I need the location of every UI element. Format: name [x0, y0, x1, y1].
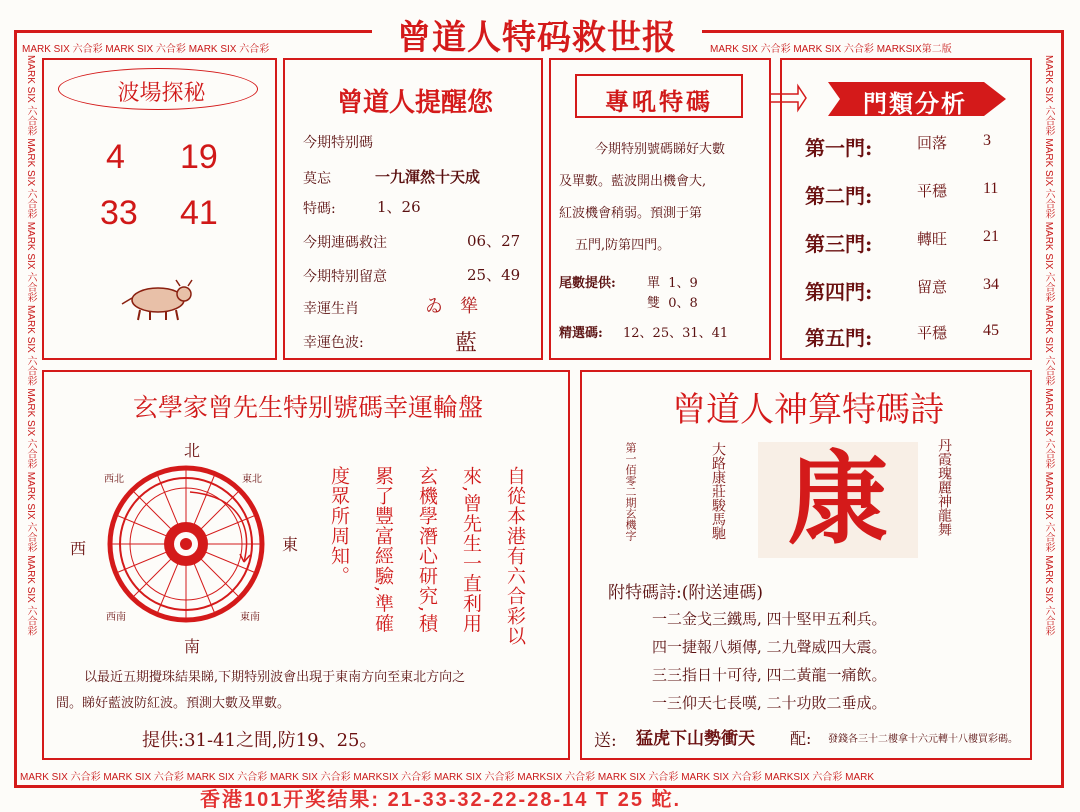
match-note: 發錢各三十二樓拿十六元轉十八樓買彩碼。 — [828, 734, 1018, 745]
gate-row — [805, 322, 1025, 352]
dir-southwest: 西南 — [106, 612, 126, 623]
reminder-row-value: 1、26 — [377, 198, 421, 216]
reminder-panel — [283, 58, 543, 360]
wheel-text-column: 玄機學潛心研究,積 — [416, 466, 438, 634]
wheel-panel — [42, 370, 570, 760]
wheel-text-column: 累了豐富經驗,準確 — [372, 466, 394, 634]
gate-word: 平穩 — [917, 182, 948, 200]
reminder-row-value: 一九渾然十天成 — [375, 168, 481, 186]
left-side-band: MARK SIX 六合彩 MARK SIX 六合彩 MARK SIX 六合彩 MARK SIX 六合彩 MARK SIX 六合彩 MARK SIX 六合彩 MARK SIX 六合彩 — [25, 55, 36, 636]
reminder-row-value: 25、49 — [467, 266, 521, 284]
gate-number: 45 — [983, 322, 999, 339]
reminder-row-value: 藍 — [455, 331, 478, 356]
gate-row — [805, 132, 1025, 162]
reminder-title: 曾道人提醒您 — [336, 88, 493, 118]
poem-verse: 三三指日十可待, 四二黃龍一痛飲。 — [652, 666, 887, 684]
gate-title: 門類分析 — [863, 89, 967, 118]
gate-word: 回落 — [917, 134, 948, 152]
gate-number: 21 — [983, 228, 999, 245]
wheel-title: 玄學家曾先生特别號碼幸運輪盤 — [132, 393, 483, 422]
gate-row — [805, 276, 1025, 306]
dir-east: 東 — [282, 535, 299, 554]
wheel-text-column: 自從本港有六合彩以 — [504, 466, 526, 646]
dir-northeast: 東北 — [242, 474, 262, 485]
special-title: 專吼特碼 — [605, 87, 713, 116]
lucky-wheel-icon — [94, 462, 274, 632]
poem-attach: 附特碼詩:(附送連碼) — [608, 583, 763, 603]
send-label: 送: — [594, 731, 617, 751]
wheel-text-column: 來,曾先生一直利用 — [460, 466, 482, 634]
poem-title: 曾道人神算特碼詩 — [672, 390, 944, 430]
wheel-note: 間。睇好藍波防紅波。預測大數及單數。 — [56, 696, 291, 711]
special-line: 今期特别號碼睇好大數 — [595, 142, 726, 157]
poem-right-column: 丹霞瑰麗神龍舞 — [936, 438, 952, 536]
wave-number: 4 — [106, 138, 125, 176]
reminder-row-label: 幸運生肖 — [303, 301, 359, 317]
poem-verse: 一三仰天七長嘆, 二十功敗二垂成。 — [652, 694, 887, 712]
gate-number: 3 — [983, 132, 991, 149]
gate-name: 第一門: — [805, 136, 873, 160]
right-side-band: MARK SIX 六合彩 MARK SIX 六合彩 MARK SIX 六合彩 MARK SIX 六合彩 MARK SIX 六合彩 MARK SIX 六合彩 MARK SIX 六合彩 — [1043, 55, 1054, 636]
ox-icon — [118, 278, 198, 322]
poem-left-column: 大路康莊駿馬馳 — [710, 442, 726, 540]
gate-name: 第五門: — [805, 326, 873, 350]
gate-word: 轉旺 — [917, 230, 948, 248]
wave-number: 41 — [180, 194, 218, 232]
special-panel — [549, 58, 771, 360]
match-label: 配: — [790, 729, 812, 748]
wheel-note: 以最近五期攪珠結果睇,下期特别波會出現于東南方向至東北方向之 — [84, 670, 466, 685]
wave-title: 波場探秘 — [117, 81, 206, 106]
dir-south: 南 — [184, 637, 201, 656]
reminder-row-label: 今期連碼救注 — [303, 235, 387, 251]
tail-label: 尾數提供: — [559, 276, 616, 291]
gate-name: 第四門: — [805, 280, 873, 304]
poem-verse: 一二金戈三鐵馬, 四十堅甲五利兵。 — [652, 610, 887, 628]
special-line: 五門,防第四門。 — [575, 238, 671, 253]
poem-panel — [580, 370, 1032, 760]
wave-panel — [42, 58, 277, 360]
gate-row — [805, 228, 1025, 258]
lucky-zodiac-handwriting-icon: ゐ 㹐 — [425, 296, 479, 317]
wheel-provide: 提供:31-41之間,防19、25。 — [142, 730, 378, 751]
reminder-row-label: 幸運色波: — [303, 335, 364, 351]
tail-single: 單 1、9 — [647, 276, 698, 291]
send-value: 猛虎下山勢衝天 — [636, 729, 755, 749]
gate-name: 第二門: — [805, 184, 873, 208]
poem-issue-column: 第一佰零二期玄機字 — [624, 442, 637, 541]
reminder-row-label: 今期特别留意 — [303, 269, 387, 285]
page-title: 曾道人特码救世报 — [372, 16, 702, 60]
gate-row — [805, 180, 1025, 210]
dir-north: 北 — [184, 441, 201, 460]
poem-verse: 四一捷報八頻傳, 二九聲威四大震。 — [652, 638, 887, 656]
poem-big-char: 康 — [788, 440, 888, 558]
wave-number: 19 — [180, 138, 218, 176]
dir-southeast: 東南 — [240, 612, 260, 623]
gate-number: 11 — [983, 180, 999, 197]
wave-number: 33 — [100, 194, 138, 232]
reminder-row-label: 今期特别碼 — [303, 135, 373, 151]
gate-number: 34 — [983, 276, 999, 293]
dir-northwest: 西北 — [104, 474, 124, 485]
footer-result: 香港101开奖结果: 21-33-32-22-28-14 T 25 蛇. — [200, 789, 682, 811]
pick-value: 12、25、31、41 — [623, 326, 729, 341]
gate-word: 平穩 — [917, 324, 948, 342]
top-band-right: MARK SIX 六合彩 MARK SIX 六合彩 MARKSIX第二版 — [710, 44, 952, 54]
gate-name: 第三門: — [805, 232, 873, 256]
reminder-row-value: 06、27 — [467, 232, 521, 250]
special-line: 及單數。藍波開出機會大, — [559, 174, 707, 189]
reminder-row-label: 莫忘 — [303, 171, 331, 187]
dir-west: 西 — [70, 539, 87, 558]
reminder-row-label: 特碼: — [303, 201, 336, 217]
bottom-band: MARK SIX 六合彩 MARK SIX 六合彩 MARK SIX 六合彩 MARK SIX 六合彩 MARKSIX 六合彩 MARK SIX 六合彩 MARKSIX 六合彩 MARK SIX 六合彩 MARK SIX 六合彩 MARKSIX 六合彩 MARK — [20, 772, 875, 782]
special-line: 紅波機會稍弱。預測于第 — [559, 206, 703, 221]
pick-label: 精選碼: — [559, 326, 603, 341]
top-band-left: MARK SIX 六合彩 MARK SIX 六合彩 MARK SIX 六合彩 — [22, 44, 270, 54]
wheel-text-column: 度眾所周知。 — [328, 466, 350, 586]
gate-word: 留意 — [917, 278, 948, 296]
tail-double: 雙 0、8 — [647, 296, 698, 311]
